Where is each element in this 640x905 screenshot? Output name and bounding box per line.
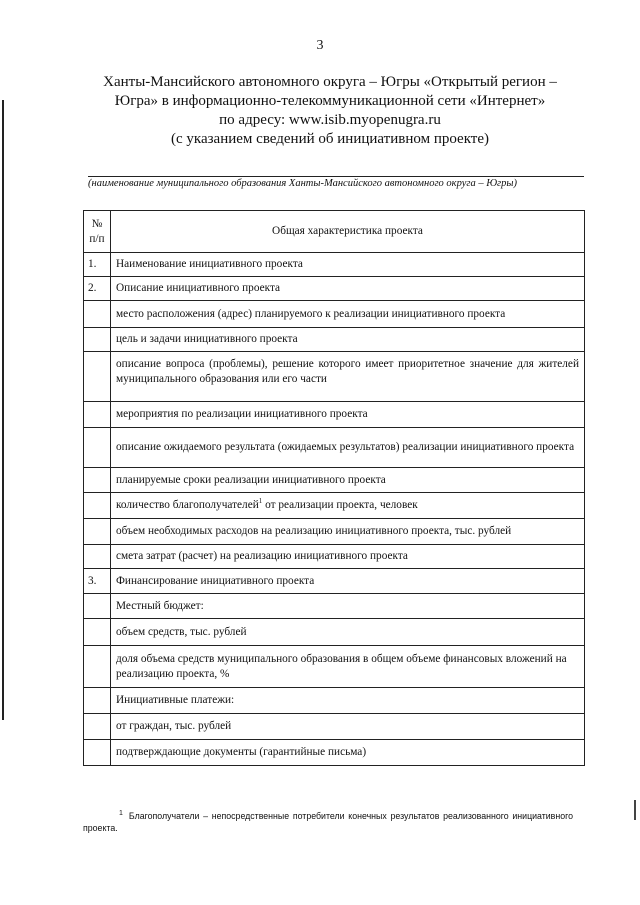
row-text: объем необходимых расходов на реализацию инициативного проекта, тыс. рублей bbox=[111, 519, 585, 545]
table-row bbox=[84, 428, 585, 468]
header-num: № п/п bbox=[84, 211, 111, 253]
row-num: 1. bbox=[84, 253, 111, 277]
row-text: от граждан, тыс. рублей bbox=[111, 714, 585, 740]
table-row bbox=[84, 402, 585, 428]
row-text: Инициативные платежи: bbox=[111, 688, 585, 714]
municipality-caption: (наименование муниципального образования Ханты-Мансийского автономного округа – Югры) bbox=[88, 178, 517, 189]
row-num bbox=[84, 519, 111, 545]
footnote-ref: 1 bbox=[258, 497, 263, 506]
header-line: Ханты-Мансийского автономного округа – Югры «Открытый регион – bbox=[103, 74, 557, 90]
header-line: (с указанием сведений об инициативном проекте) bbox=[171, 131, 489, 147]
municipality-blank-line bbox=[88, 176, 584, 177]
table-row bbox=[84, 619, 585, 646]
row-num bbox=[84, 688, 111, 714]
table-row bbox=[84, 328, 585, 352]
row-text: описание ожидаемого результата (ожидаемых результатов) реализации инициативного проекта bbox=[111, 428, 585, 468]
table-row bbox=[84, 646, 585, 688]
row-text-part: от реализации проекта, человек bbox=[262, 499, 418, 511]
row-num bbox=[84, 714, 111, 740]
table-row bbox=[84, 569, 585, 594]
table-row bbox=[84, 740, 585, 766]
row-num: 3. bbox=[84, 569, 111, 594]
row-text: Описание инициативного проекта bbox=[111, 277, 585, 301]
row-text: описание вопроса (проблемы), решение которого имеет приоритетное значение для жителей муниципального образования или его части bbox=[111, 352, 585, 402]
footnote bbox=[83, 810, 573, 834]
row-text: планируемые сроки реализации инициативного проекта bbox=[111, 468, 585, 493]
header-line: Югра» в информационно-телекоммуникационной сети «Интернет» bbox=[114, 93, 546, 109]
row-text bbox=[111, 493, 585, 519]
row-num bbox=[84, 740, 111, 766]
row-num bbox=[84, 428, 111, 468]
row-num bbox=[84, 646, 111, 688]
table-row bbox=[84, 493, 585, 519]
row-num bbox=[84, 493, 111, 519]
table-header-row bbox=[84, 211, 585, 253]
row-num bbox=[84, 328, 111, 352]
row-num bbox=[84, 301, 111, 328]
row-text: доля объема средств муниципального образования в общем объеме финансовых вложений на реализацию проекта, % bbox=[111, 646, 585, 688]
header-line: по адресу: www.isib.myopenugra.ru bbox=[219, 112, 441, 128]
row-num bbox=[84, 594, 111, 619]
footnote-mark: 1 bbox=[119, 810, 123, 818]
table-row bbox=[84, 301, 585, 328]
footnote-text: Благополучатели – непосредственные потребители конечных результатов реализованного инициативного проекта. bbox=[83, 811, 573, 833]
table-row bbox=[84, 714, 585, 740]
row-num bbox=[84, 619, 111, 646]
page-number: 3 bbox=[316, 38, 324, 53]
table-row bbox=[84, 468, 585, 493]
row-num bbox=[84, 402, 111, 428]
row-text: место расположения (адрес) планируемого к реализации инициативного проекта bbox=[111, 301, 585, 328]
row-text: цель и задачи инициативного проекта bbox=[111, 328, 585, 352]
table-row bbox=[84, 253, 585, 277]
document-header bbox=[60, 73, 600, 149]
scan-margin-mark bbox=[634, 800, 636, 820]
table-row bbox=[84, 545, 585, 569]
row-num bbox=[84, 545, 111, 569]
header-title: Общая характеристика проекта bbox=[111, 211, 585, 253]
row-text: Местный бюджет: bbox=[111, 594, 585, 619]
row-text: объем средств, тыс. рублей bbox=[111, 619, 585, 646]
row-text: Финансирование инициативного проекта bbox=[111, 569, 585, 594]
project-form-table bbox=[83, 210, 585, 766]
row-text-part: количество благополучателей bbox=[116, 499, 259, 511]
table-row bbox=[84, 594, 585, 619]
row-text: смета затрат (расчет) на реализацию инициативного проекта bbox=[111, 545, 585, 569]
table-row bbox=[84, 688, 585, 714]
row-text: мероприятия по реализации инициативного проекта bbox=[111, 402, 585, 428]
table-row bbox=[84, 519, 585, 545]
table-row bbox=[84, 277, 585, 301]
table-row bbox=[84, 352, 585, 402]
row-num bbox=[84, 352, 111, 402]
row-text: подтверждающие документы (гарантийные письма) bbox=[111, 740, 585, 766]
row-num bbox=[84, 468, 111, 493]
row-text: Наименование инициативного проекта bbox=[111, 253, 585, 277]
scan-margin-line bbox=[2, 100, 4, 720]
row-num: 2. bbox=[84, 277, 111, 301]
